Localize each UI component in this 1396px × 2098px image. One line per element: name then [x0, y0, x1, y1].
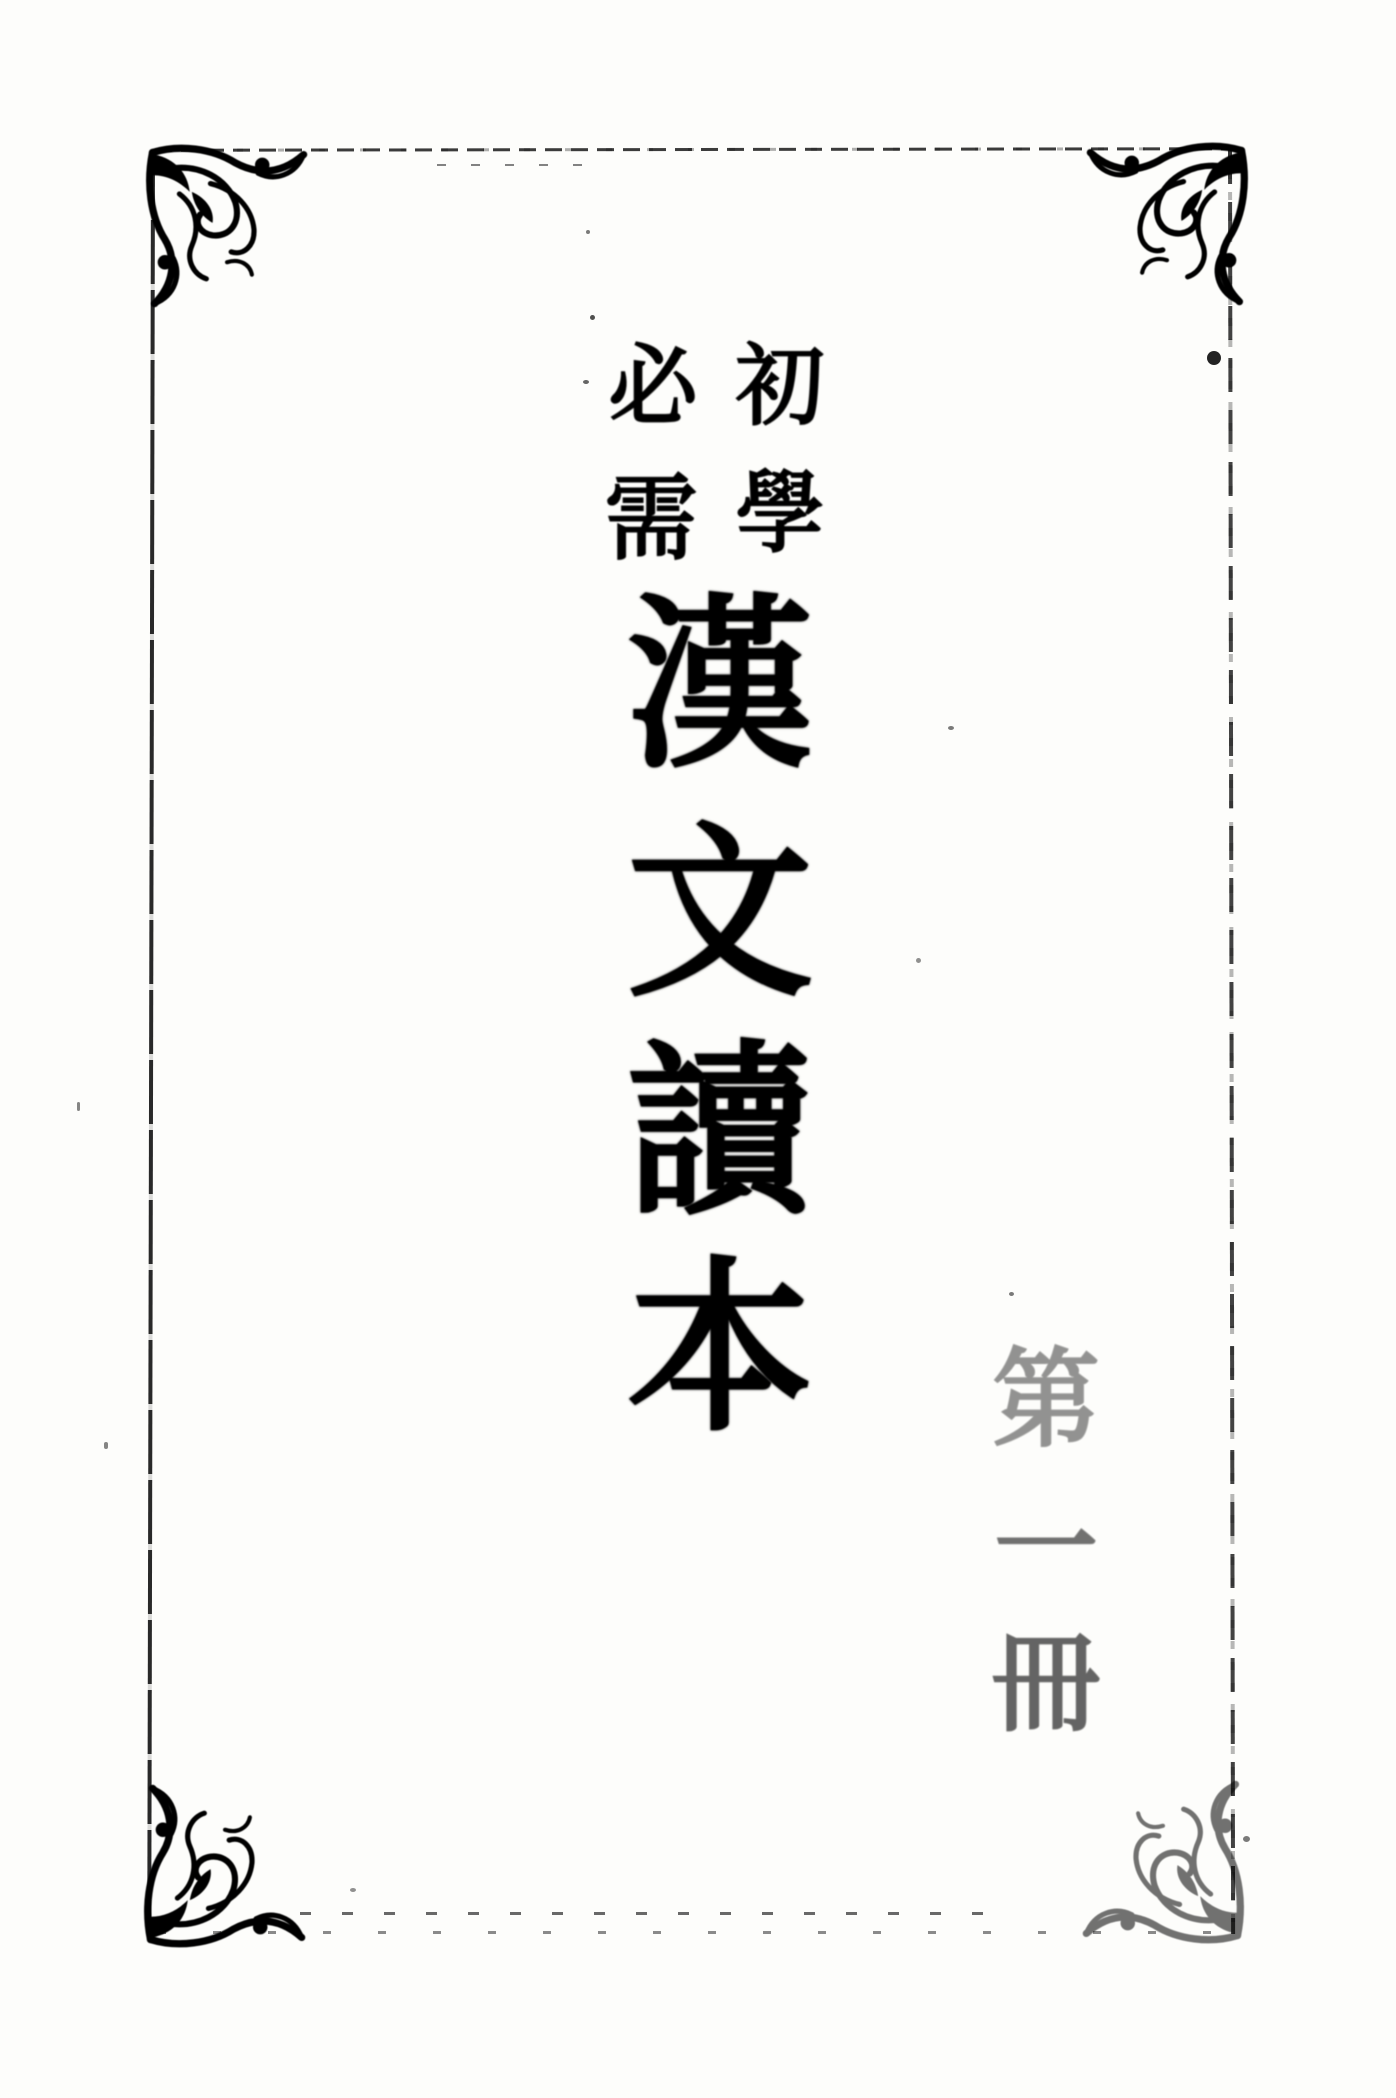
- volume-char-di: 第: [991, 1337, 1100, 1463]
- ink-speck: [590, 315, 595, 320]
- title-char-wen: 文: [626, 803, 813, 1022]
- frame-rule-bottom: [300, 1912, 1000, 1915]
- ink-speck: [104, 1442, 108, 1449]
- subtitle-char-bi: 必: [608, 333, 698, 438]
- title-char-ben: 本: [626, 1238, 813, 1457]
- title-char-du: 讀: [626, 1021, 813, 1240]
- frame-rule-right: [1228, 150, 1235, 1934]
- frame-rule-top: [155, 147, 1235, 152]
- volume-char-yi: 一: [993, 1486, 1098, 1609]
- ink-speck: [77, 1102, 80, 1111]
- ink-speck: [916, 958, 921, 963]
- subtitle-char-xue: 學: [735, 460, 825, 565]
- floral-corner-ornament-top-right: [1080, 136, 1256, 312]
- title-char-han: 漢: [626, 575, 813, 794]
- frame-rule-bottom-lower: [158, 1931, 1232, 1934]
- subtitle-char-chu: 初: [735, 333, 825, 438]
- frame-rule-top-fragment: [437, 164, 607, 166]
- floral-corner-ornament-bottom-left: [136, 1778, 312, 1954]
- floral-corner-ornament-top-left: [138, 138, 314, 314]
- ink-speck: [350, 1888, 356, 1892]
- volume-char-ce: 冊: [991, 1621, 1100, 1747]
- floral-corner-ornament-bottom-right: [1076, 1774, 1252, 1950]
- ink-speck: [586, 230, 590, 234]
- ink-speck: [1009, 1292, 1014, 1296]
- ink-speck: [948, 726, 954, 730]
- ink-speck: [583, 380, 589, 384]
- subtitle-char-xu: 需: [604, 464, 698, 573]
- frame-rule-left: [147, 150, 155, 1932]
- ink-speck: [1207, 351, 1221, 365]
